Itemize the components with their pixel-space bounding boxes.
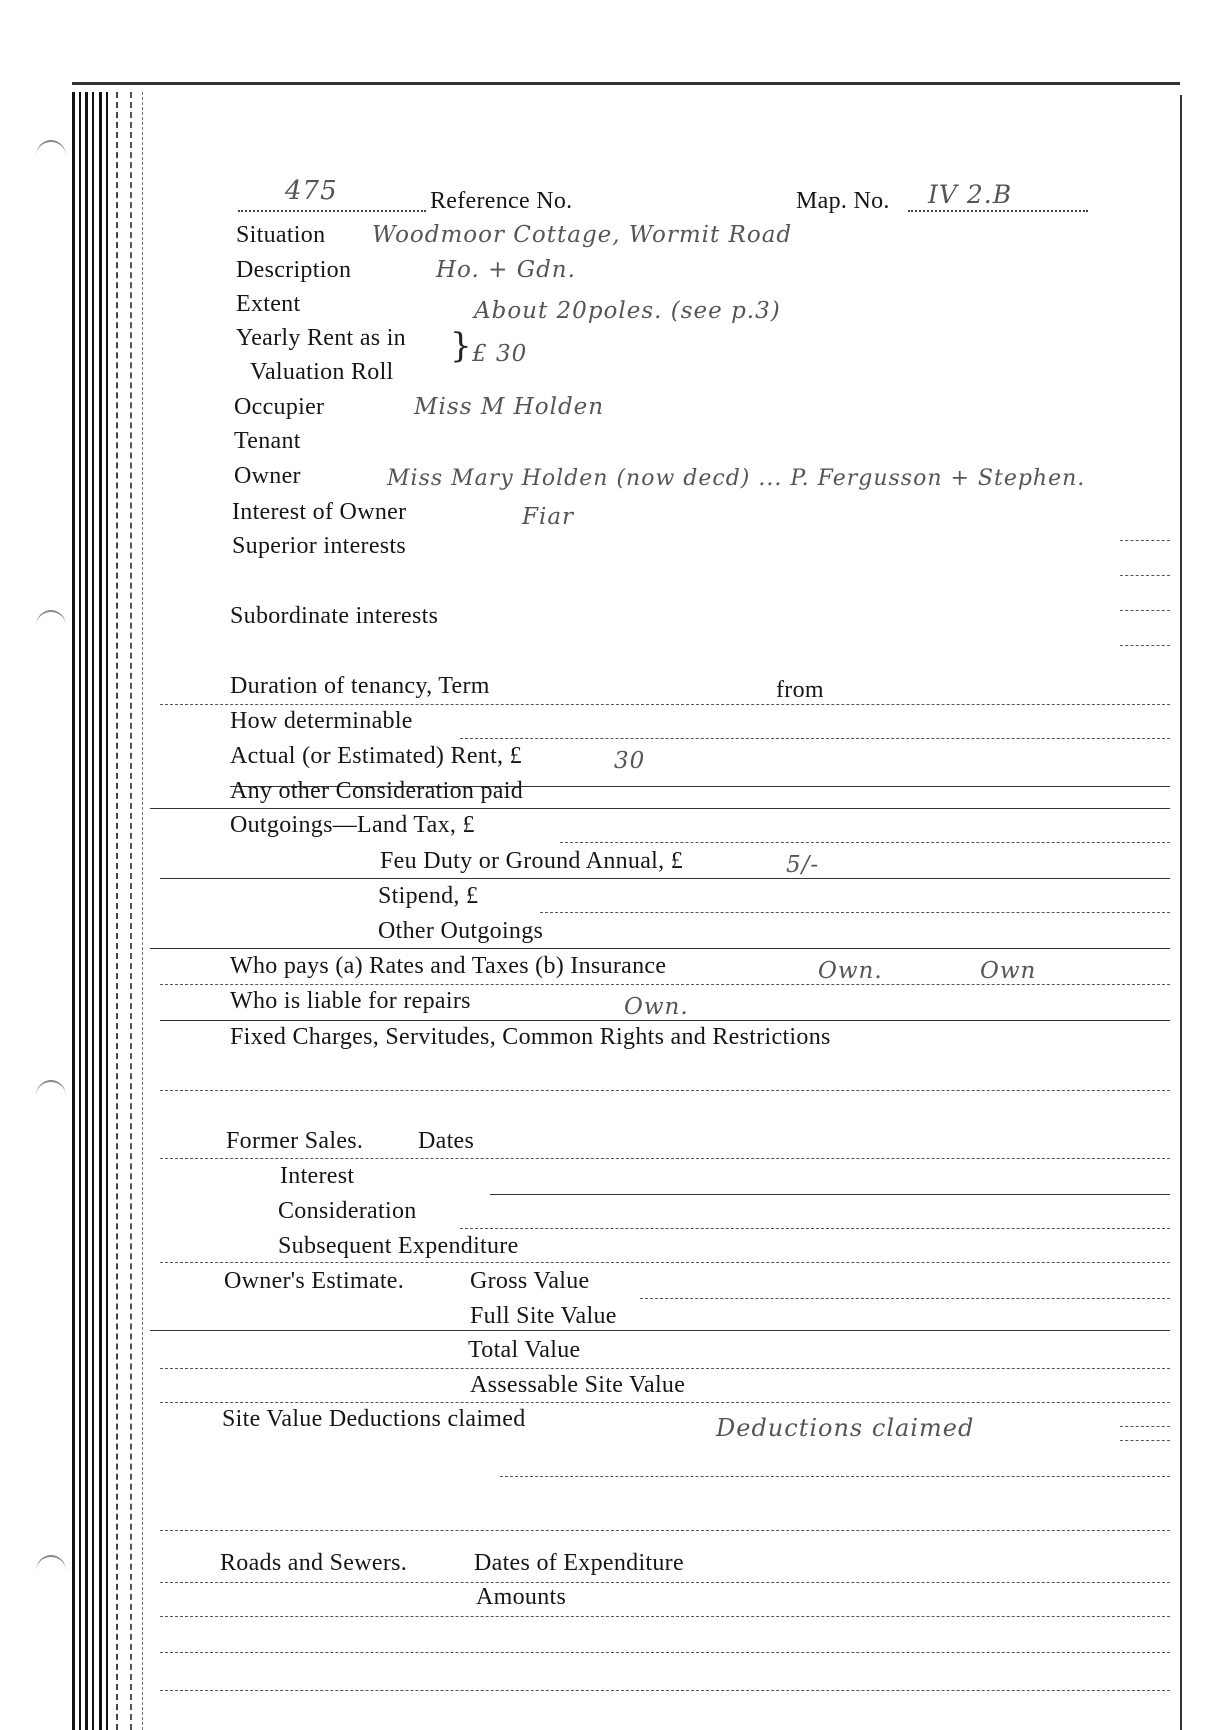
ruled-line [160,1616,1170,1617]
ruled-line [160,1402,1170,1403]
margin-tick [1120,645,1170,646]
roads-and-sewers-label: Roads and Sewers. [220,1550,408,1576]
ruled-line [460,1228,1170,1229]
ruled-line [500,1476,1170,1477]
gross-value-label: Gross Value [470,1268,590,1294]
ruled-line [150,808,1170,809]
margin-tick [1120,610,1170,611]
brace-glyph: } [450,326,472,366]
consideration-label: Consideration [278,1198,417,1224]
description-value: Ho. + Gdn. [436,257,576,283]
ruled-line [160,878,1170,879]
from-label: from [776,677,824,703]
interest-of-owner-value: Fiar [522,504,575,530]
reference-no-line [238,210,426,212]
punch-hole [36,1555,66,1587]
yearly-rent-label-line2: Valuation Roll [250,359,394,385]
actual-rent-label: Actual (or Estimated) Rent, £ [230,743,522,769]
extent-label: Extent [236,291,301,317]
owner-value: Miss Mary Holden (now decd) ... P. Fergusson + Stephen. [387,466,1086,491]
yearly-rent-label-line1: Yearly Rent as in [236,325,406,351]
punch-hole [36,140,66,172]
ruled-line [160,1158,1170,1159]
ruled-line [160,704,1170,705]
map-no-line [908,210,1088,212]
reference-no-value: 475 [285,176,338,206]
description-label: Description [236,257,352,283]
feu-duty-label: Feu Duty or Ground Annual, £ [380,848,684,874]
subsequent-expenditure-label: Subsequent Expenditure [278,1233,519,1259]
amounts-label: Amounts [476,1584,567,1610]
page-binding-edge [72,92,162,1730]
ruled-line [540,912,1170,913]
owners-estimate-label: Owner's Estimate. [224,1268,405,1294]
feu-duty-value: 5/- [786,852,820,878]
ruled-line [160,1690,1170,1691]
deductions-value: Deductions claimed [716,1414,975,1442]
assessable-site-value-label: Assessable Site Value [470,1372,686,1398]
dates-of-expenditure-label: Dates of Expenditure [474,1550,684,1576]
ruled-line [160,1090,1170,1091]
map-no-label: Map. No. [796,188,890,214]
owner-label: Owner [234,463,301,489]
other-outgoings-label: Other Outgoings [378,918,544,944]
other-consideration-label: Any other Consideration paid [230,778,524,804]
ruled-line [160,1368,1170,1369]
margin-tick [1120,1440,1170,1441]
margin-tick [1120,1426,1170,1427]
ruled-line [160,1582,1170,1583]
situation-value: Woodmoor Cottage, Wormit Road [372,222,793,248]
tenant-label: Tenant [234,428,301,454]
site-value-deductions-label: Site Value Deductions claimed [222,1406,526,1432]
ruled-line [560,842,1170,843]
stipend-label: Stipend, £ [378,883,479,909]
margin-tick [1120,575,1170,576]
actual-rent-value: 30 [614,748,646,774]
interest-of-owner-label: Interest of Owner [232,499,407,525]
situation-label: Situation [236,222,326,248]
ruled-line [150,948,1170,949]
superior-interests-label: Superior interests [232,533,407,559]
rates-payer-value: Own. [818,958,883,984]
repairs-value: Own. [624,994,689,1020]
extent-value: About 20poles. (see p.3) [474,298,781,324]
punch-hole [36,610,66,642]
margin-tick [1120,540,1170,541]
former-sales-label: Former Sales. [226,1128,364,1154]
who-liable-label: Who is liable for repairs [230,988,471,1014]
ruled-line [640,1298,1170,1299]
outgoings-land-tax-label: Outgoings—Land Tax, £ [230,812,475,838]
occupier-label: Occupier [234,394,325,420]
ruled-line [160,1262,1170,1263]
page-top-edge [72,82,1180,85]
full-site-value-label: Full Site Value [470,1303,617,1329]
map-no-value: IV 2.B [928,180,1013,209]
ruled-line [150,1330,1170,1331]
insurance-payer-value: Own [980,958,1037,984]
who-pays-label: Who pays (a) Rates and Taxes (b) Insurance [230,953,667,979]
fixed-charges-label: Fixed Charges, Servitudes, Common Rights and Restrictions [230,1024,831,1050]
ruled-line [160,1530,1170,1531]
duration-label: Duration of tenancy, Term [230,673,490,699]
page-right-edge [1180,95,1182,1730]
ruled-line [160,1652,1170,1653]
punch-hole [36,1080,66,1112]
ruled-line [460,738,1170,739]
ruled-line [160,984,1170,985]
total-value-label: Total Value [468,1337,581,1363]
how-determinable-label: How determinable [230,708,413,734]
dates-label: Dates [418,1128,475,1154]
subordinate-interests-label: Subordinate interests [230,603,439,629]
ruled-line [160,1020,1170,1021]
occupier-value: Miss M Holden [414,394,605,420]
ruled-line [490,1194,1170,1195]
reference-no-label: Reference No. [430,188,573,214]
yearly-rent-value: £ 30 [472,341,528,367]
interest-label: Interest [280,1163,355,1189]
